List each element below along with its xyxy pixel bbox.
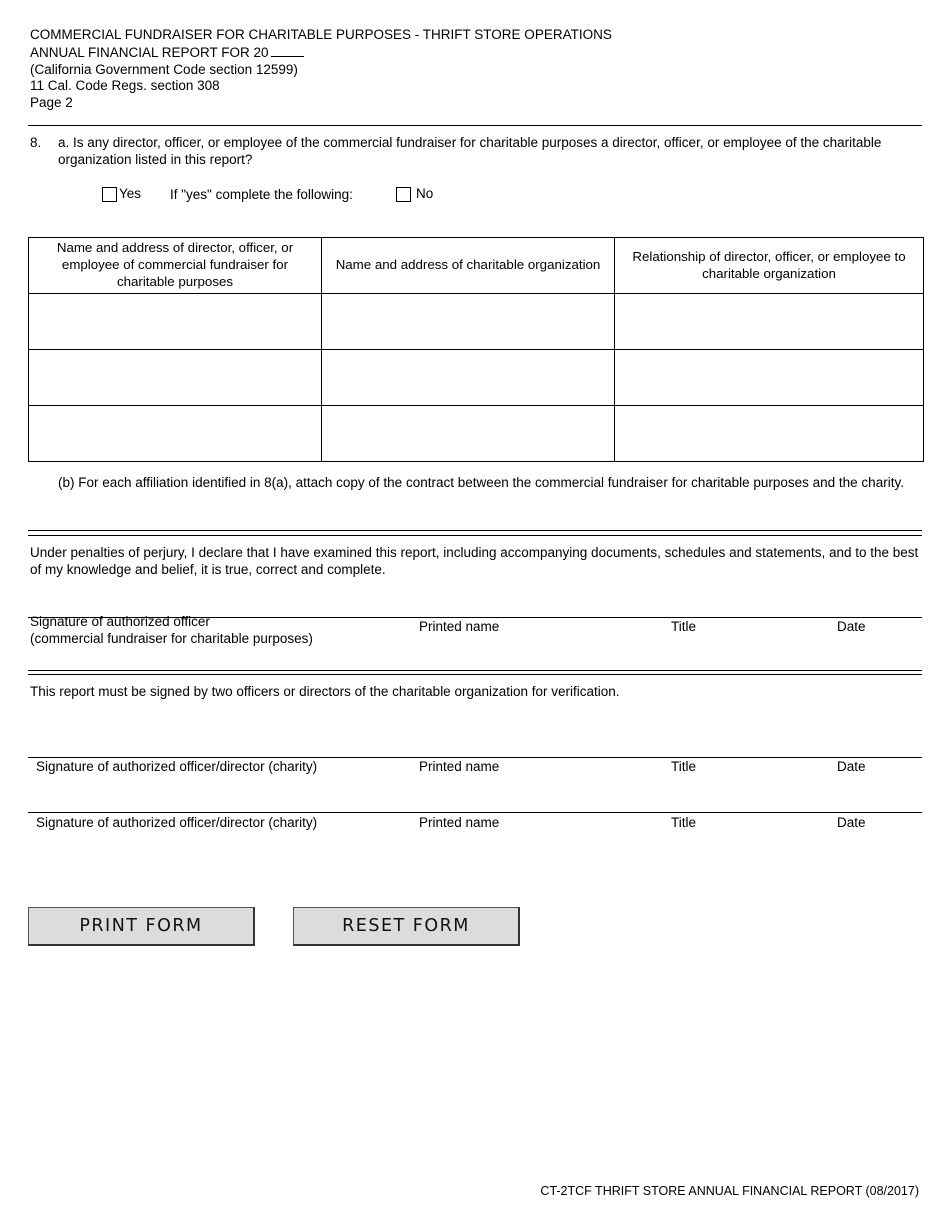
question-number: 8. (30, 135, 42, 150)
charity-signature-line-1[interactable] (28, 757, 922, 758)
col-header-charity: Name and address of charitable organization (322, 238, 615, 294)
table-row (29, 294, 924, 350)
no-checkbox[interactable] (396, 187, 411, 202)
table-row (29, 350, 924, 406)
print-form-button[interactable]: PRINT FORM (28, 907, 255, 946)
double-divider-bottom (28, 674, 922, 675)
table-row (29, 406, 924, 462)
question-8b-text: (b) For each affiliation identified in 8(a), attach copy of the contract between the commercial fundraiser for charitable purposes and the charity. (58, 475, 904, 490)
table-cell-input[interactable] (615, 294, 924, 350)
printed-name-label: Printed name (419, 759, 500, 774)
if-yes-instruction: If "yes" complete the following: (170, 187, 353, 202)
table-cell-input[interactable] (29, 350, 322, 406)
date-label: Date (837, 759, 866, 774)
col-header-fundraiser-person: Name and address of director, officer, or employee of commercial fundraiser for charitable purposes (29, 238, 322, 294)
table-cell-input[interactable] (322, 350, 615, 406)
no-label: No (416, 186, 434, 201)
title-label: Title (671, 759, 697, 774)
gov-code-citation: (California Government Code section 12599) (30, 61, 298, 77)
charity-verification-note: This report must be signed by two officers or directors of the charitable organization for verification. (30, 684, 620, 699)
year-field[interactable] (271, 44, 304, 57)
date-label: Date (837, 619, 866, 634)
report-year-label: ANNUAL FINANCIAL REPORT FOR 20 (30, 44, 269, 60)
form-title: COMMERCIAL FUNDRAISER FOR CHARITABLE PURPOSES - THRIFT STORE OPERATIONS (30, 27, 612, 42)
date-label: Date (837, 815, 866, 830)
signature-label: Signature of authorized officer/director (charity) (36, 759, 318, 774)
perjury-declaration: Under penalties of perjury, I declare that I have examined this report, including accompanying documents, schedules and statements, and to the best of my knowledge and belief, it is true, correct and complete. (30, 545, 919, 577)
table-cell-input[interactable] (29, 294, 322, 350)
question-8a-text: a. Is any director, officer, or employee of the commercial fundraiser for charitable purposes a director, officer, or employee of the charitable organization listed in this report? (58, 135, 882, 167)
yes-checkbox[interactable] (102, 187, 117, 202)
table-header-row (29, 238, 924, 294)
signature-sublabel: (commercial fundraiser for charitable purposes) (30, 631, 313, 646)
page-number: Page 2 (30, 95, 73, 111)
signature-label: Signature of authorized officer/director (charity) (36, 815, 318, 830)
printed-name-label: Printed name (419, 815, 500, 830)
double-divider-top (28, 670, 922, 671)
regs-citation: 11 Cal. Code Regs. section 308 (30, 78, 220, 94)
title-label: Title (671, 815, 697, 830)
double-divider-top (28, 530, 922, 531)
printed-name-label: Printed name (419, 619, 500, 634)
table-cell-input[interactable] (322, 294, 615, 350)
table-cell-input[interactable] (615, 350, 924, 406)
table-cell-input[interactable] (322, 406, 615, 462)
reset-form-button[interactable]: RESET FORM (293, 907, 520, 946)
form-header (30, 27, 612, 112)
table-cell-input[interactable] (615, 406, 924, 462)
title-label: Title (671, 619, 697, 634)
col-header-relationship: Relationship of director, officer, or employee to charitable organization (615, 238, 924, 294)
form-footer: CT-2TCF THRIFT STORE ANNUAL FINANCIAL REPORT (08/2017) (540, 1184, 919, 1198)
yes-label: Yes (119, 186, 142, 201)
charity-signature-line-2[interactable] (28, 812, 922, 813)
report-year-line (30, 44, 612, 62)
table-cell-input[interactable] (29, 406, 322, 462)
affiliation-table (28, 237, 924, 462)
divider (28, 125, 922, 126)
double-divider-bottom (28, 535, 922, 536)
signature-label: Signature of authorized officer (30, 614, 210, 629)
